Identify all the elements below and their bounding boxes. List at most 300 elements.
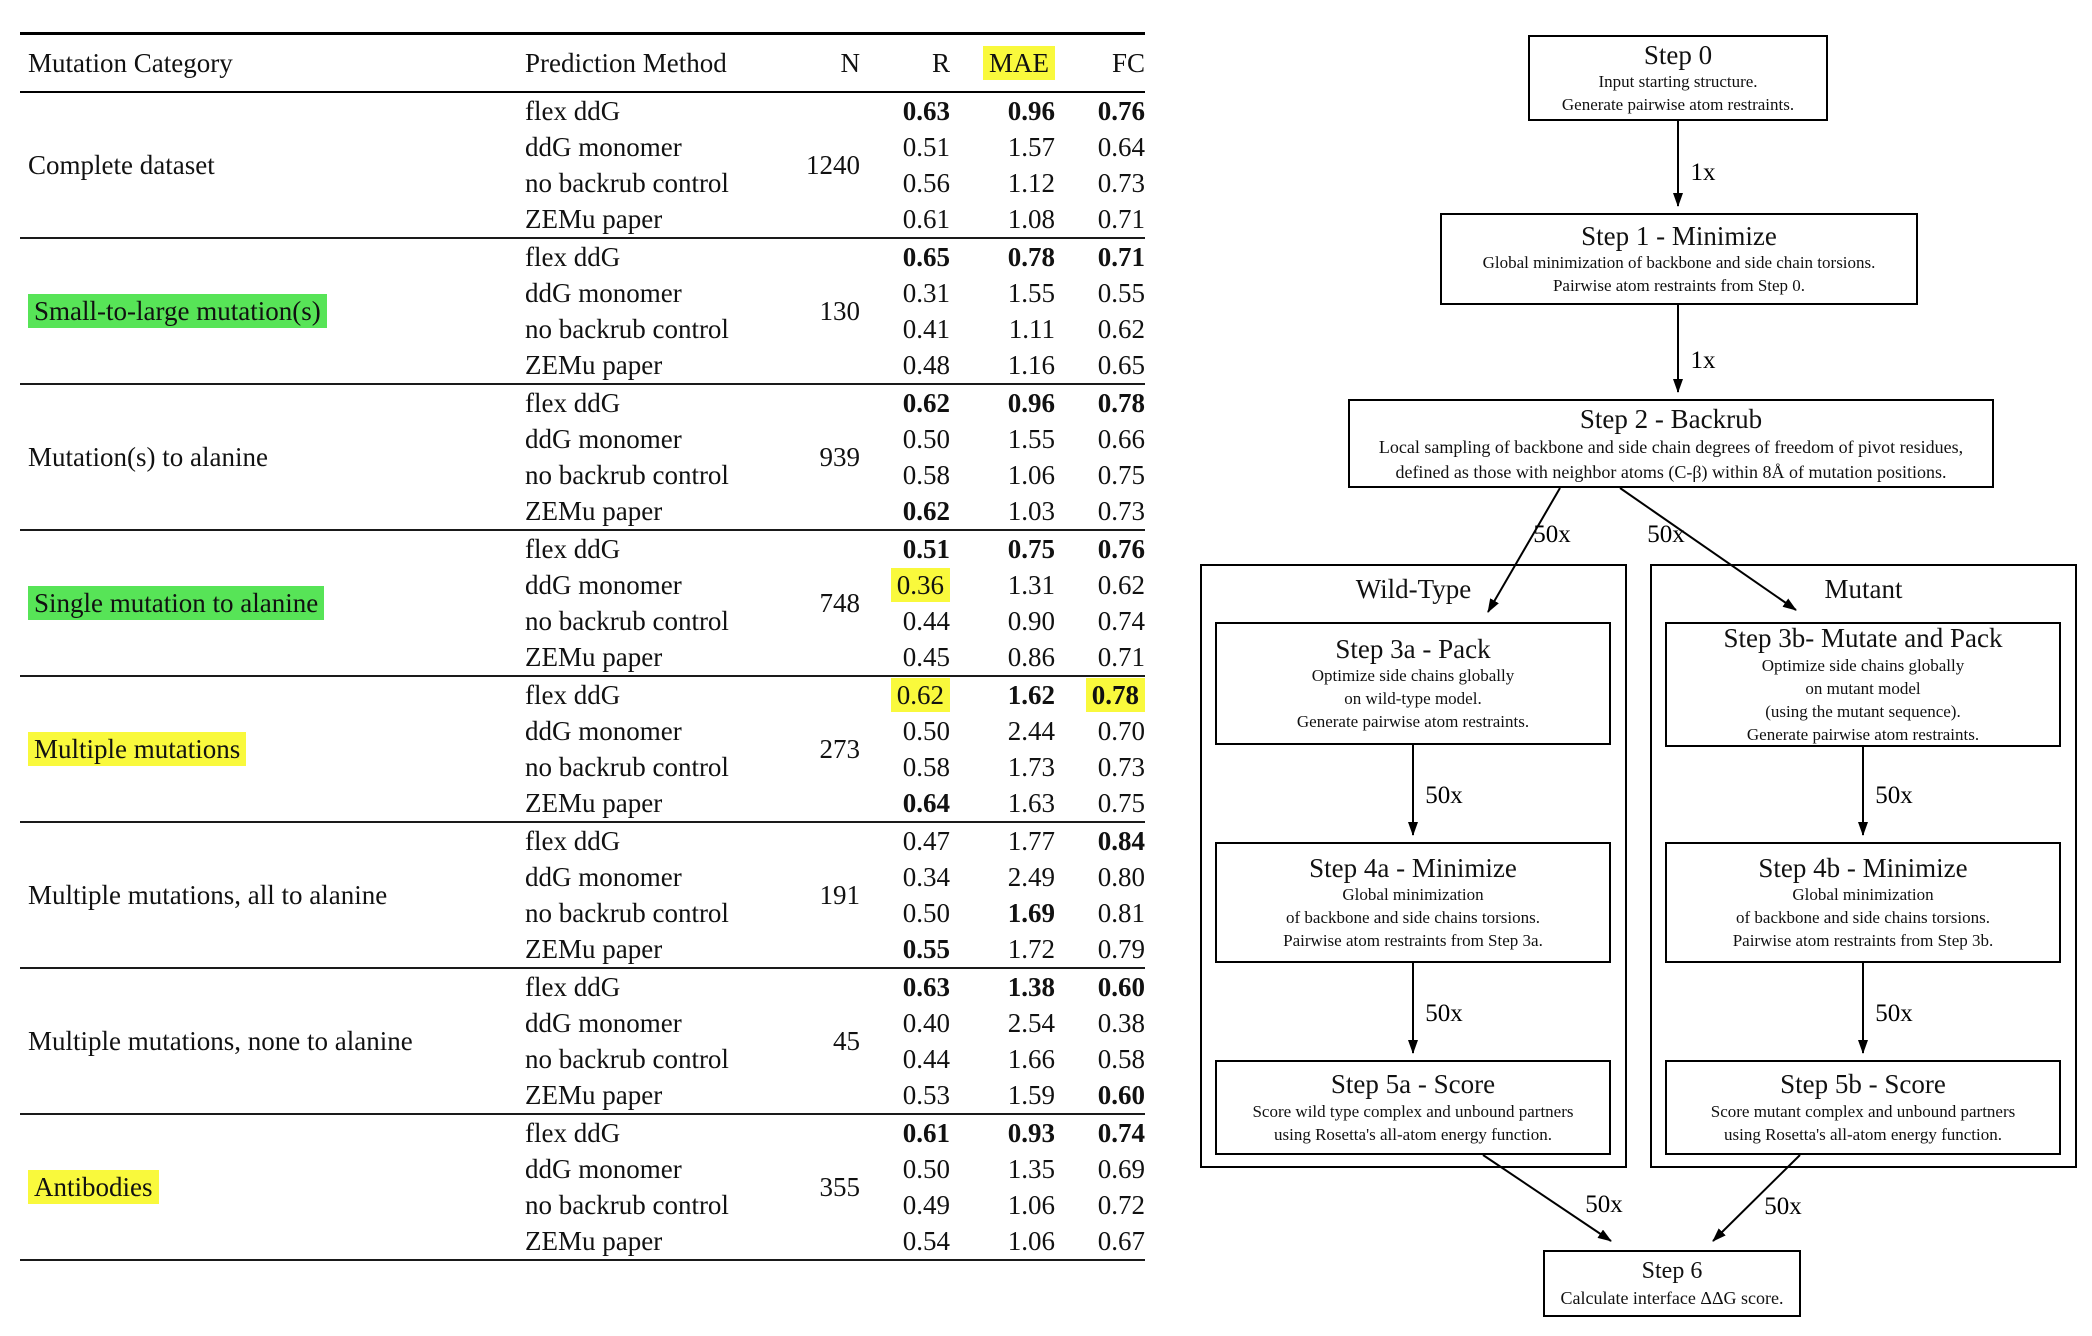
- method-label: no backrub control: [525, 313, 729, 344]
- method-label: ddG monomer: [525, 1153, 682, 1184]
- mae-value: [950, 1080, 1055, 1111]
- fc-number: 0.73: [1097, 751, 1145, 782]
- mutation-category-cell: [20, 150, 525, 181]
- r-value: [860, 278, 950, 309]
- step-description-line: Score mutant complex and unbound partners: [1710, 1101, 2016, 1121]
- mae-value: [950, 96, 1055, 127]
- r-number: 0.50: [902, 897, 950, 928]
- method-label: no backrub control: [525, 751, 729, 782]
- mae-number: 1.08: [1007, 203, 1055, 234]
- fc-value: [1055, 534, 1145, 565]
- mae-number: 0.90: [1007, 605, 1055, 636]
- fc-number: 0.70: [1097, 715, 1145, 746]
- fc-value: [1055, 1080, 1145, 1111]
- method-label: flex ddG: [525, 241, 621, 272]
- method-label: ZEMu paper: [525, 495, 663, 526]
- fc-value: [1055, 680, 1145, 711]
- step-title: Step 1 - Minimize: [1581, 220, 1777, 251]
- mae-value: [950, 862, 1055, 893]
- mae-number: 1.55: [1007, 277, 1055, 308]
- mae-number: 0.75: [1007, 533, 1055, 564]
- mae-value: [950, 972, 1055, 1003]
- mae-number: 1.59: [1007, 1079, 1055, 1110]
- r-value: [860, 788, 950, 819]
- method-label: ZEMu paper: [525, 1225, 663, 1256]
- mae-value: [950, 460, 1055, 491]
- mae-number: 0.78: [1007, 241, 1055, 272]
- mae-header-highlight: MAE: [983, 46, 1055, 80]
- mutant-label: Mutant: [1824, 574, 1903, 604]
- category-text: Mutation(s) to alanine: [28, 441, 268, 472]
- col-header-mae: [950, 48, 1055, 79]
- col-header-mutation-category: Mutation Category: [28, 47, 233, 78]
- mae-number: 1.03: [1007, 495, 1055, 526]
- arrow-label-50x-3b4b: 50x: [1875, 782, 1913, 809]
- mae-number: 1.12: [1007, 167, 1055, 198]
- r-number: 0.49: [902, 1189, 950, 1220]
- step-description-line: Global minimization of backbone and side chain torsions.: [1482, 253, 1876, 273]
- step-title: Step 0: [1643, 39, 1713, 70]
- mae-value: [950, 1008, 1055, 1039]
- step-description-line: using Rosetta's all-atom energy function.: [1273, 1124, 1552, 1144]
- step-title: Step 3a - Pack: [1335, 633, 1491, 664]
- col-header-r: R: [931, 47, 950, 78]
- mae-number: 1.11: [1008, 313, 1055, 344]
- fc-value: [1055, 972, 1145, 1003]
- step-description-line: of backbone and side chains torsions.: [1286, 908, 1540, 928]
- fc-number: 0.60: [1097, 1079, 1145, 1110]
- table-group: [20, 239, 1145, 385]
- fc-number: 0.58: [1097, 1043, 1145, 1074]
- fc-value: [1055, 314, 1145, 345]
- fc-number: 0.74: [1097, 605, 1145, 636]
- fc-value: [1055, 1226, 1145, 1257]
- mae-number: 1.57: [1007, 131, 1055, 162]
- mae-number: 0.96: [1007, 387, 1055, 418]
- mae-value: [950, 642, 1055, 673]
- mae-value: [950, 570, 1055, 601]
- n-value: 1240: [806, 149, 860, 180]
- mutation-category-cell: [20, 1026, 525, 1057]
- r-number: 0.44: [902, 605, 950, 636]
- fc-number: 0.75: [1097, 459, 1145, 490]
- method-label: flex ddG: [525, 387, 621, 418]
- r-value: [860, 314, 950, 345]
- arrow-step2-step3a: [1488, 488, 1560, 612]
- mae-number: 1.77: [1007, 825, 1055, 856]
- r-value: [860, 752, 950, 783]
- method-label: no backrub control: [525, 897, 729, 928]
- category-text: Multiple mutations, all to alanine: [28, 879, 388, 910]
- mae-value: [950, 788, 1055, 819]
- step-description-line: Generate pairwise atom restraints.: [1561, 95, 1795, 115]
- fc-number: 0.66: [1097, 423, 1145, 454]
- step-description-line: Optimize side chains globally: [1761, 655, 1965, 675]
- mae-number: 1.63: [1007, 787, 1055, 818]
- r-value: [860, 972, 950, 1003]
- arrow-label-1x-a: 1x: [1690, 159, 1716, 186]
- mae-value: [950, 898, 1055, 929]
- fc-number: 0.62: [1097, 569, 1145, 600]
- r-number: 0.45: [902, 641, 950, 672]
- r-number: 0.62: [902, 495, 950, 526]
- r-number: 0.47: [902, 825, 950, 856]
- r-value: [860, 1190, 950, 1221]
- step-description-line: Score wild type complex and unbound partners: [1252, 1101, 1574, 1121]
- category-text: Single mutation to alanine: [28, 586, 324, 620]
- fc-value: [1055, 1118, 1145, 1149]
- step-description-line: Pairwise atom restraints from Step 3a.: [1283, 931, 1543, 951]
- category-text: Small-to-large mutation(s): [28, 294, 327, 328]
- fc-value: [1055, 606, 1145, 637]
- fc-number: 0.80: [1097, 861, 1145, 892]
- mae-value: [950, 752, 1055, 783]
- n-value: 273: [819, 733, 860, 764]
- table-group: [20, 969, 1145, 1115]
- fc-value: [1055, 642, 1145, 673]
- fc-number: 0.64: [1097, 131, 1145, 162]
- fc-number: 0.60: [1097, 971, 1145, 1002]
- table-group: [20, 677, 1145, 823]
- fc-number: 0.74: [1097, 1117, 1145, 1148]
- step-title: Step 2 - Backrub: [1579, 404, 1763, 434]
- fc-number: 0.79: [1097, 933, 1145, 964]
- mutation-category-cell: [20, 880, 525, 911]
- mae-value: [950, 278, 1055, 309]
- arrow-label-50x-4a5a: 50x: [1425, 1000, 1463, 1027]
- method-label: flex ddG: [525, 533, 621, 564]
- step-description-line: on mutant model: [1805, 678, 1921, 698]
- method-label: no backrub control: [525, 167, 729, 198]
- table-group: [20, 93, 1145, 239]
- mutation-category-cell: [20, 442, 525, 473]
- fc-number: 0.55: [1097, 277, 1145, 308]
- table-group: [20, 823, 1145, 969]
- r-number: 0.50: [902, 423, 950, 454]
- r-number: 0.50: [902, 1153, 950, 1184]
- protocol-flowchart: [1160, 0, 2092, 1336]
- fc-value: [1055, 168, 1145, 199]
- mutation-category-cell: [20, 588, 525, 619]
- mae-value: [950, 1226, 1055, 1257]
- fc-number: 0.65: [1097, 349, 1145, 380]
- step-description-line: (using the mutant sequence).: [1765, 701, 1961, 721]
- mae-number: 2.54: [1007, 1007, 1055, 1038]
- mae-value: [950, 132, 1055, 163]
- fc-value: [1055, 278, 1145, 309]
- method-label: ddG monomer: [525, 277, 682, 308]
- step-description-line: Generate pairwise atom restraints.: [1746, 724, 1980, 744]
- fc-number: 0.38: [1097, 1007, 1145, 1038]
- method-label: ddG monomer: [525, 1007, 682, 1038]
- mae-number: 1.16: [1007, 349, 1055, 380]
- method-label: ZEMu paper: [525, 787, 663, 818]
- r-value: [860, 1118, 950, 1149]
- step-title: Step 5a - Score: [1330, 1069, 1496, 1100]
- r-value: [860, 132, 950, 163]
- mae-value: [950, 168, 1055, 199]
- r-number: 0.63: [902, 95, 950, 126]
- mae-value: [950, 680, 1055, 711]
- step-description-line: Global minimization: [1792, 885, 1934, 905]
- mae-value: [950, 534, 1055, 565]
- category-text: Antibodies: [28, 1170, 159, 1204]
- mae-number: 1.62: [1007, 679, 1055, 710]
- r-number: 0.61: [902, 1117, 950, 1148]
- method-label: ddG monomer: [525, 861, 682, 892]
- r-value: [860, 242, 950, 273]
- method-label: flex ddG: [525, 95, 621, 126]
- arrow-label-50x-mutbranch: 50x: [1647, 521, 1685, 548]
- r-value: [860, 570, 950, 601]
- col-header-prediction-method: Prediction Method: [525, 47, 727, 78]
- r-value: [860, 350, 950, 381]
- fc-number: 0.81: [1097, 897, 1145, 928]
- mutation-category-cell: [20, 734, 525, 765]
- mae-value: [950, 242, 1055, 273]
- fc-number: 0.71: [1097, 203, 1145, 234]
- col-header-fc: FC: [1111, 47, 1145, 78]
- fc-value: [1055, 826, 1145, 857]
- step-title: Step 3b- Mutate and Pack: [1723, 623, 2003, 654]
- mae-number: 1.38: [1007, 971, 1055, 1002]
- fc-value: [1055, 862, 1145, 893]
- method-label: ZEMu paper: [525, 349, 663, 380]
- method-label: no backrub control: [525, 1189, 729, 1220]
- arrow-label-50x-wtbranch: 50x: [1533, 521, 1571, 548]
- fc-value: [1055, 132, 1145, 163]
- step-description-line: Local sampling of backbone and side chain degrees of freedom of pivot residues,: [1378, 437, 1964, 458]
- r-value: [860, 898, 950, 929]
- step-description-line: Global minimization: [1342, 885, 1484, 905]
- mae-number: 1.06: [1007, 1225, 1055, 1256]
- n-value: 191: [819, 879, 860, 910]
- mae-number: 0.86: [1007, 641, 1055, 672]
- category-text: Multiple mutations, none to alanine: [28, 1025, 413, 1056]
- step-description-line: Calculate interface ΔΔG score.: [1560, 1287, 1784, 1308]
- arrow-label-50x-3a4a: 50x: [1425, 782, 1463, 809]
- method-label: ZEMu paper: [525, 641, 663, 672]
- mae-value: [950, 826, 1055, 857]
- fc-value: [1055, 934, 1145, 965]
- method-label: flex ddG: [525, 679, 621, 710]
- step-title: Step 4a - Minimize: [1309, 852, 1517, 883]
- fc-number: 0.71: [1097, 241, 1145, 272]
- fc-number: 0.75: [1097, 787, 1145, 818]
- mae-value: [950, 1154, 1055, 1185]
- fc-value: [1055, 1044, 1145, 1075]
- fc-number: 0.76: [1097, 95, 1145, 126]
- r-number: 0.51: [902, 533, 950, 564]
- wild-type-label: Wild-Type: [1355, 574, 1472, 604]
- r-value: [860, 460, 950, 491]
- step-description-line: Pairwise atom restraints from Step 3b.: [1732, 931, 1994, 951]
- r-number: 0.62: [891, 678, 950, 712]
- r-number: 0.54: [902, 1225, 950, 1256]
- r-value: [860, 96, 950, 127]
- fc-number: 0.76: [1097, 533, 1145, 564]
- mae-value: [950, 1118, 1055, 1149]
- fc-number: 0.73: [1097, 495, 1145, 526]
- r-number: 0.63: [902, 971, 950, 1002]
- r-number: 0.61: [902, 203, 950, 234]
- r-number: 0.53: [902, 1079, 950, 1110]
- r-number: 0.64: [902, 787, 950, 818]
- fc-number: 0.78: [1086, 678, 1145, 712]
- arrow-label-1x-b: 1x: [1690, 347, 1716, 374]
- arrow-label-50x-5b6: 50x: [1764, 1193, 1802, 1220]
- mae-value: [950, 716, 1055, 747]
- r-value: [860, 1154, 950, 1185]
- fc-value: [1055, 1008, 1145, 1039]
- method-label: ZEMu paper: [525, 1079, 663, 1110]
- r-value: [860, 862, 950, 893]
- col-header-n: N: [840, 47, 860, 78]
- fc-value: [1055, 898, 1145, 929]
- n-value: 748: [819, 587, 860, 618]
- method-label: ddG monomer: [525, 131, 682, 162]
- fc-value: [1055, 204, 1145, 235]
- mutation-category-cell: [20, 296, 525, 327]
- fc-number: 0.67: [1097, 1225, 1145, 1256]
- r-value: [860, 496, 950, 527]
- r-value: [860, 606, 950, 637]
- step-description-line: Input starting structure.: [1598, 72, 1758, 92]
- method-label: ddG monomer: [525, 715, 682, 746]
- method-label: flex ddG: [525, 825, 621, 856]
- n-value: 355: [819, 1171, 860, 1202]
- r-value: [860, 1226, 950, 1257]
- table-group: [20, 531, 1145, 677]
- fc-value: [1055, 460, 1145, 491]
- r-value: [860, 424, 950, 455]
- step-title: Step 4b - Minimize: [1758, 852, 1968, 883]
- r-number: 0.40: [902, 1007, 950, 1038]
- step-description-line: Optimize side chains globally: [1311, 666, 1515, 686]
- r-number: 0.65: [902, 241, 950, 272]
- step-description-line: defined as those with neighbor atoms (C-β) within 8Å of mutation positions.: [1395, 461, 1947, 482]
- r-number: 0.58: [902, 459, 950, 490]
- r-number: 0.58: [902, 751, 950, 782]
- mae-value: [950, 606, 1055, 637]
- fc-number: 0.69: [1097, 1153, 1145, 1184]
- arrow-label-50x-4b5b: 50x: [1875, 1000, 1913, 1027]
- r-number: 0.48: [902, 349, 950, 380]
- fc-number: 0.62: [1097, 313, 1145, 344]
- step-description-line: of backbone and side chains torsions.: [1736, 908, 1990, 928]
- step-title: Step 5b - Score: [1780, 1069, 1946, 1100]
- arrow-step2-step3b: [1620, 488, 1796, 610]
- fc-value: [1055, 496, 1145, 527]
- results-table: [20, 32, 1145, 1261]
- r-value: [860, 680, 950, 711]
- r-value: [860, 826, 950, 857]
- r-number: 0.50: [902, 715, 950, 746]
- step-description-line: using Rosetta's all-atom energy function.: [1723, 1124, 2002, 1144]
- r-number: 0.36: [891, 568, 950, 602]
- r-number: 0.41: [902, 313, 950, 344]
- r-value: [860, 642, 950, 673]
- n-value: 130: [819, 295, 860, 326]
- fc-number: 0.84: [1097, 825, 1145, 856]
- mae-value: [950, 424, 1055, 455]
- r-value: [860, 168, 950, 199]
- flow-arrows-svg: [1160, 0, 2092, 1336]
- method-label: no backrub control: [525, 605, 729, 636]
- fc-number: 0.78: [1097, 387, 1145, 418]
- r-value: [860, 1044, 950, 1075]
- r-number: 0.44: [902, 1043, 950, 1074]
- fc-value: [1055, 570, 1145, 601]
- category-text: Complete dataset: [28, 149, 215, 180]
- method-label: ddG monomer: [525, 423, 682, 454]
- fc-value: [1055, 388, 1145, 419]
- step-description-line: on wild-type model.: [1344, 689, 1482, 709]
- method-label: flex ddG: [525, 971, 621, 1002]
- method-label: no backrub control: [525, 1043, 729, 1074]
- mae-value: [950, 204, 1055, 235]
- fc-value: [1055, 752, 1145, 783]
- fc-value: [1055, 424, 1145, 455]
- mae-value: [950, 934, 1055, 965]
- method-label: ZEMu paper: [525, 933, 663, 964]
- mae-number: 1.55: [1007, 423, 1055, 454]
- r-value: [860, 716, 950, 747]
- r-number: 0.56: [902, 167, 950, 198]
- category-text: Multiple mutations: [28, 732, 246, 766]
- method-label: ZEMu paper: [525, 203, 663, 234]
- r-value: [860, 204, 950, 235]
- mae-number: 2.49: [1007, 861, 1055, 892]
- r-number: 0.62: [902, 387, 950, 418]
- mutation-category-cell: [20, 1172, 525, 1203]
- mae-value: [950, 1044, 1055, 1075]
- table-groups: [20, 93, 1145, 1261]
- r-value: [860, 934, 950, 965]
- step-description-line: Pairwise atom restraints from Step 0.: [1552, 276, 1806, 296]
- r-number: 0.31: [902, 277, 950, 308]
- fc-number: 0.71: [1097, 641, 1145, 672]
- mae-number: 1.72: [1007, 933, 1055, 964]
- r-number: 0.51: [902, 131, 950, 162]
- mae-value: [950, 496, 1055, 527]
- r-value: [860, 388, 950, 419]
- mae-number: 1.06: [1007, 459, 1055, 490]
- fc-value: [1055, 242, 1145, 273]
- fc-value: [1055, 1190, 1145, 1221]
- table-group: [20, 1115, 1145, 1261]
- mae-value: [950, 314, 1055, 345]
- mae-number: 0.93: [1007, 1117, 1055, 1148]
- mae-number: 0.96: [1007, 95, 1055, 126]
- mae-number: 1.73: [1007, 751, 1055, 782]
- fc-value: [1055, 1154, 1145, 1185]
- mae-value: [950, 350, 1055, 381]
- fc-value: [1055, 788, 1145, 819]
- mae-number: 1.06: [1007, 1189, 1055, 1220]
- mae-number: 2.44: [1007, 715, 1055, 746]
- table-header-row: [20, 35, 1145, 93]
- step-description-line: Generate pairwise atom restraints.: [1296, 712, 1530, 732]
- fc-value: [1055, 350, 1145, 381]
- r-number: 0.55: [902, 933, 950, 964]
- n-value: 939: [819, 441, 860, 472]
- n-value: 45: [833, 1025, 860, 1056]
- mae-value: [950, 1190, 1055, 1221]
- r-value: [860, 1080, 950, 1111]
- fc-number: 0.72: [1097, 1189, 1145, 1220]
- table-group: [20, 385, 1145, 531]
